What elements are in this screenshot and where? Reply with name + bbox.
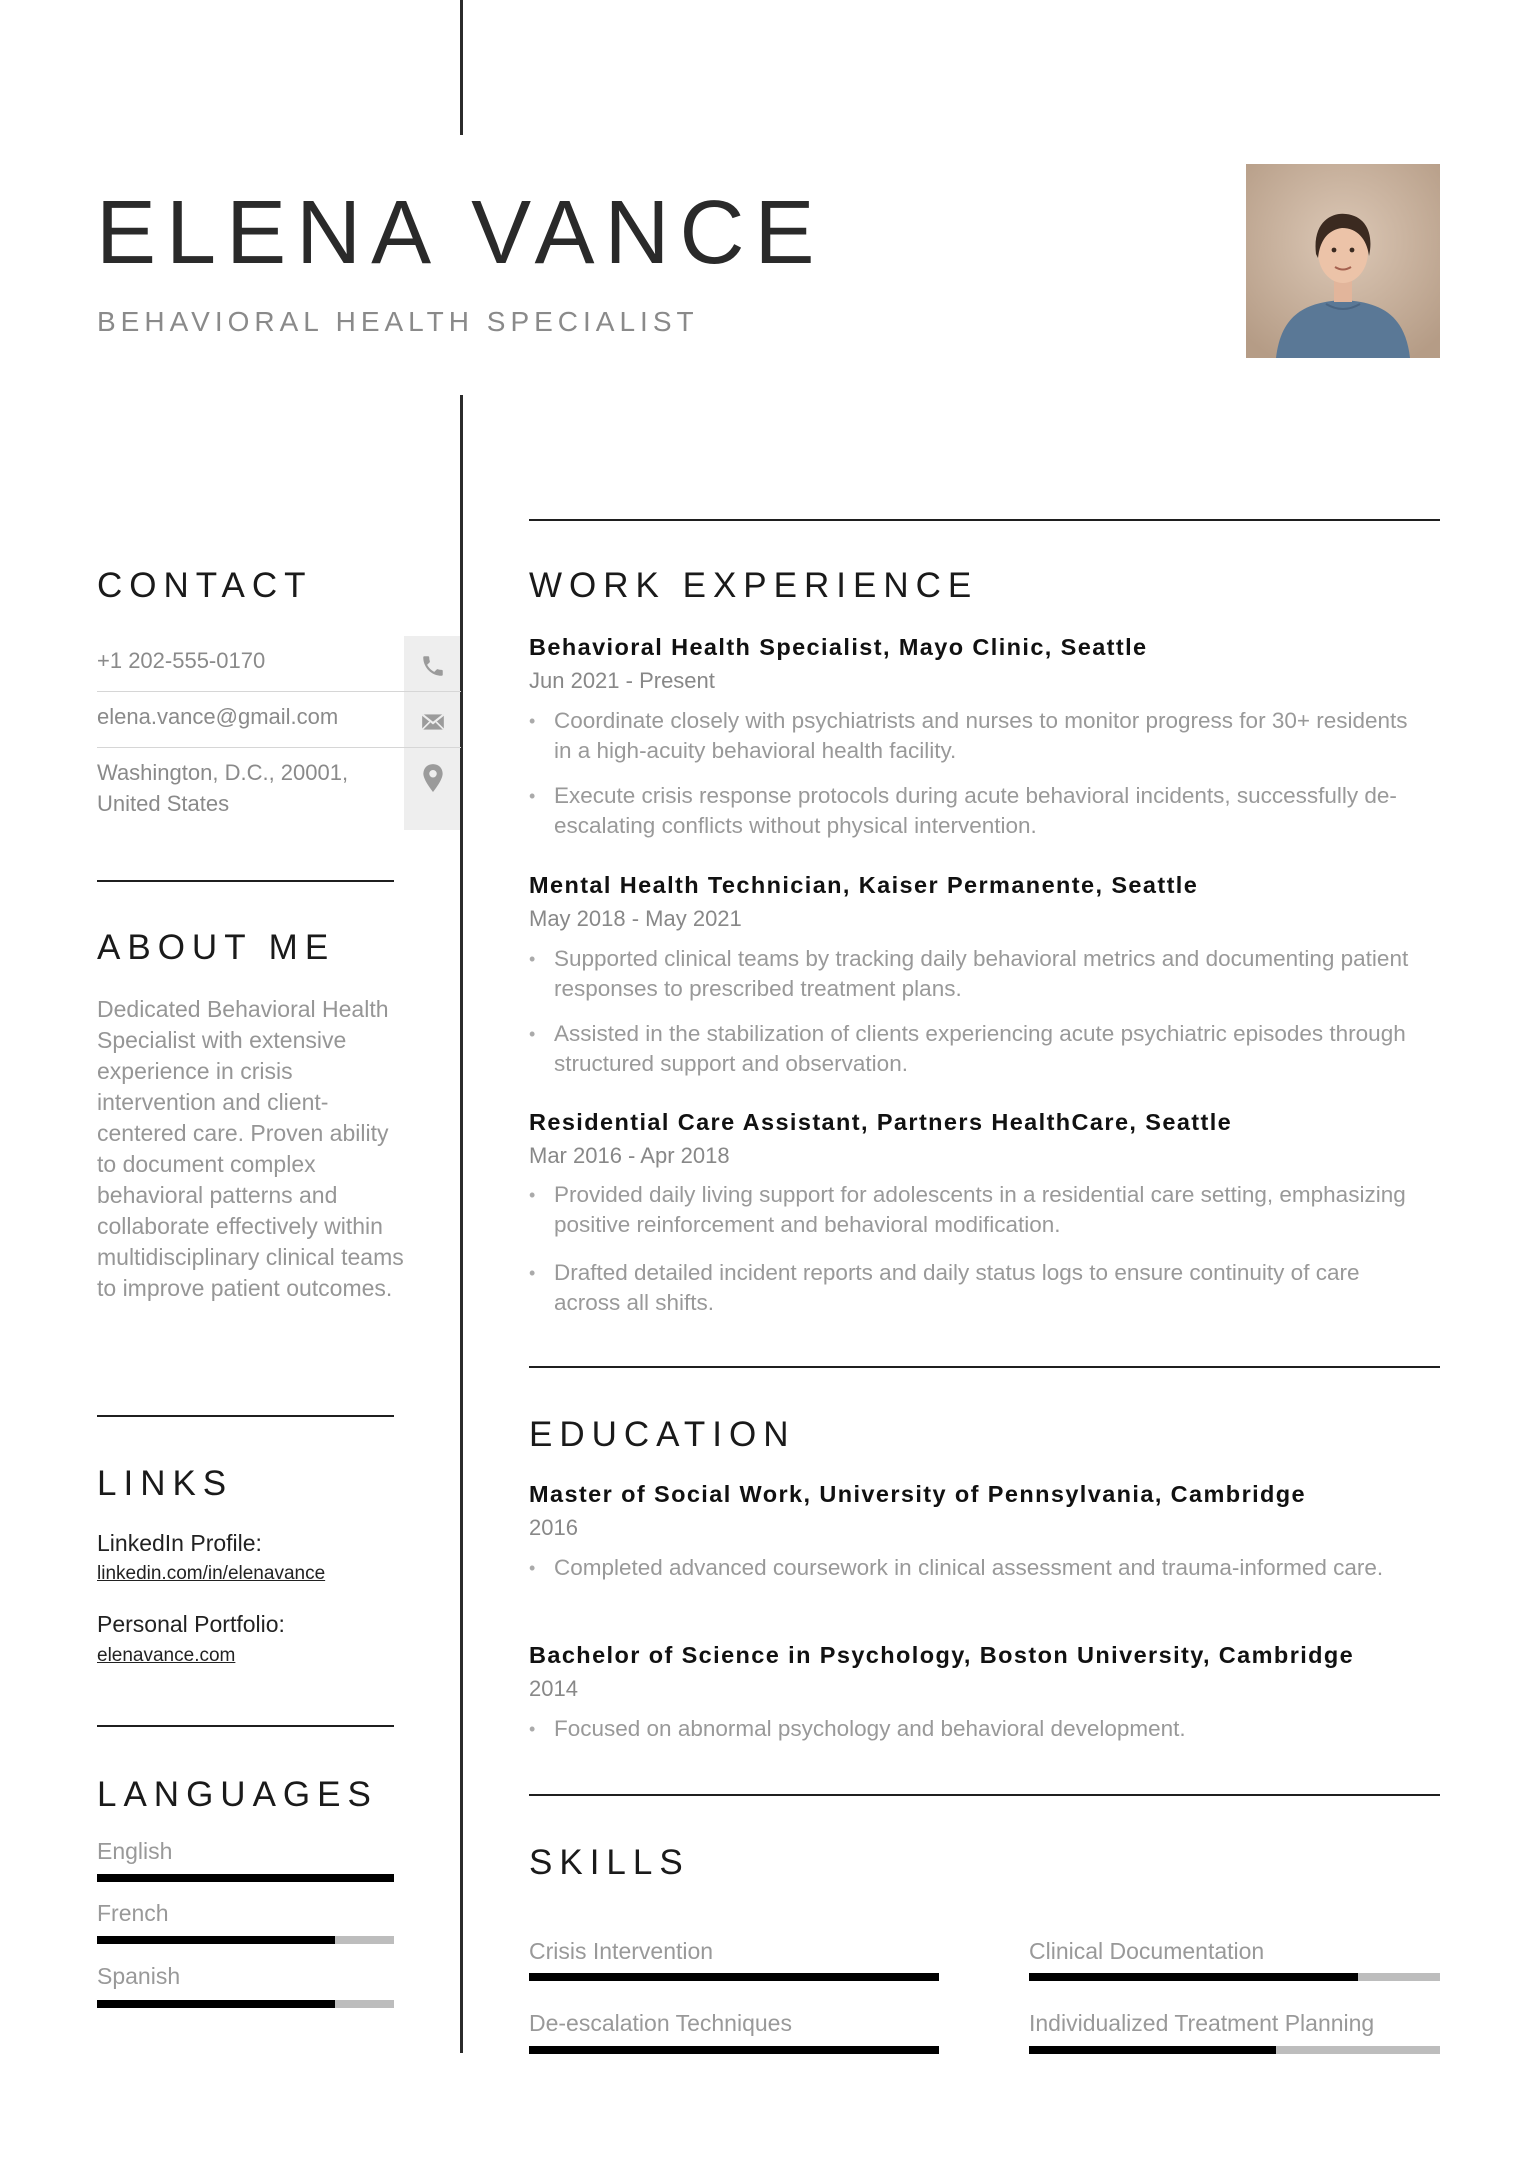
education-bullet (529, 1714, 1429, 1744)
job-title: Behavioral Health Specialist, Mayo Clinic, Seattle (529, 634, 1148, 660)
bullet-dot: • (529, 786, 536, 806)
resume-name: ELENA VANCE (96, 183, 825, 283)
job-dates: Jun 2021 - Present (529, 668, 715, 693)
skill-name: De-escalation Techniques (529, 2010, 792, 2036)
contact-divider (97, 691, 461, 692)
education-title: Bachelor of Science in Psychology, Boston University, Cambridge (529, 1642, 1355, 1668)
bullet-text: Coordinate closely with psychiatrists and nurses to monitor progress for 30+ residents in a high-acuity behavioral health facility. (554, 708, 1408, 763)
language-bar (97, 1874, 394, 1882)
job-bullet (529, 1258, 1429, 1318)
education-bullet (529, 1553, 1429, 1583)
language-bar-fill (97, 1874, 394, 1882)
job-bullet (529, 944, 1429, 1004)
job-bullet (529, 706, 1429, 766)
about-heading: ABOUT ME (97, 928, 336, 967)
bullet-text: Supported clinical teams by tracking daily behavioral metrics and documenting patient responses to prescribed treatment plans. (554, 946, 1409, 1001)
work-heading: WORK EXPERIENCE (529, 566, 979, 605)
address-line-1: Washington, D.C., 20001, (97, 760, 349, 785)
skill-bar-fill (529, 1973, 939, 1981)
skill-name: Clinical Documentation (1029, 1938, 1265, 1964)
skills-heading: SKILLS (529, 1843, 690, 1882)
address-text (97, 757, 465, 819)
language-name: French (97, 1900, 169, 1926)
skill-bar (1029, 1973, 1440, 1981)
skill-bar-fill (1029, 2046, 1276, 2054)
right-section-divider (529, 1366, 1440, 1368)
linkedin-label: LinkedIn Profile: (97, 1530, 262, 1556)
phone-text: +1 202-555-0170 (97, 648, 266, 673)
resume-job-title: BEHAVIORAL HEALTH SPECIALIST (97, 306, 699, 337)
mail-icon (420, 709, 446, 735)
language-bar-fill (97, 1936, 335, 1944)
job-bullet (529, 781, 1429, 841)
skill-bar (529, 2046, 939, 2054)
skill-bar-fill (529, 2046, 939, 2054)
links-heading: LINKS (97, 1464, 234, 1503)
left-section-divider (97, 880, 394, 882)
contact-heading: CONTACT (97, 566, 313, 605)
skill-bar (529, 1973, 939, 1981)
skill-bar-fill (1029, 1973, 1358, 1981)
language-name: Spanish (97, 1963, 181, 1989)
right-section-divider (529, 1794, 1440, 1796)
phone-icon (420, 653, 446, 679)
bullet-dot: • (529, 1719, 536, 1739)
skill-name: Individualized Treatment Planning (1029, 2010, 1375, 2036)
education-year: 2014 (529, 1676, 578, 1701)
education-title: Master of Social Work, University of Pennsylvania, Cambridge (529, 1481, 1307, 1507)
languages-heading: LANGUAGES (97, 1775, 378, 1814)
language-bar-fill (97, 2000, 335, 2008)
location-pin-icon (420, 763, 446, 789)
bullet-text: Drafted detailed incident reports and daily status logs to ensure continuity of care across all shifts. (554, 1260, 1360, 1315)
education-year: 2016 (529, 1515, 578, 1540)
email-text: elena.vance@gmail.com (97, 704, 339, 729)
bullet-text: Execute crisis response protocols during acute behavioral incidents, successfully de-escalating conflicts without physical intervention. (554, 783, 1397, 838)
job-bullet (529, 1180, 1429, 1240)
about-text: Dedicated Behavioral Health Specialist with extensive experience in crisis intervention and client-centered care. Proven ability to document complex behavioral patterns and collaborate effectively within multidisciplinary clinical teams to improve patient outcomes. (97, 996, 404, 1301)
bullet-dot: • (529, 1263, 536, 1283)
bullet-text: Assisted in the stabilization of clients experiencing acute psychiatric episodes through structured support and observation. (554, 1021, 1406, 1076)
contact-divider (97, 747, 461, 748)
language-bar (97, 1936, 394, 1944)
skill-bar (1029, 2046, 1440, 2054)
education-heading: EDUCATION (529, 1415, 796, 1454)
portfolio-link[interactable]: elenavance.com (97, 1645, 236, 1666)
job-dates: Mar 2016 - Apr 2018 (529, 1143, 730, 1168)
job-title: Mental Health Technician, Kaiser Permanente, Seattle (529, 872, 1199, 898)
bullet-dot: • (529, 711, 536, 731)
top-divider-line (460, 0, 463, 135)
bullet-text: Completed advanced coursework in clinical assessment and trauma-informed care. (554, 1555, 1384, 1580)
bullet-dot: • (529, 1024, 536, 1044)
job-bullet (529, 1019, 1429, 1079)
language-bar (97, 2000, 394, 2008)
right-section-divider (529, 519, 1440, 521)
bullet-dot: • (529, 1558, 536, 1578)
job-dates: May 2018 - May 2021 (529, 906, 742, 931)
linkedin-link[interactable]: linkedin.com/in/elenavance (97, 1563, 326, 1584)
bullet-text: Focused on abnormal psychology and behavioral development. (554, 1716, 1186, 1741)
left-section-divider (97, 1725, 394, 1727)
address-line-2: United States (97, 791, 230, 816)
profile-photo (1246, 164, 1440, 358)
job-title: Residential Care Assistant, Partners HealthCare, Seattle (529, 1109, 1233, 1135)
portfolio-label: Personal Portfolio: (97, 1611, 285, 1637)
bullet-dot: • (529, 949, 536, 969)
left-section-divider (97, 1415, 394, 1417)
language-name: English (97, 1838, 173, 1864)
bullet-dot: • (529, 1185, 536, 1205)
bullet-text: Provided daily living support for adolescents in a residential care setting, emphasizing positive reinforcement and behavioral modification. (554, 1182, 1406, 1237)
skill-name: Crisis Intervention (529, 1938, 714, 1964)
column-divider-line (460, 395, 463, 2053)
